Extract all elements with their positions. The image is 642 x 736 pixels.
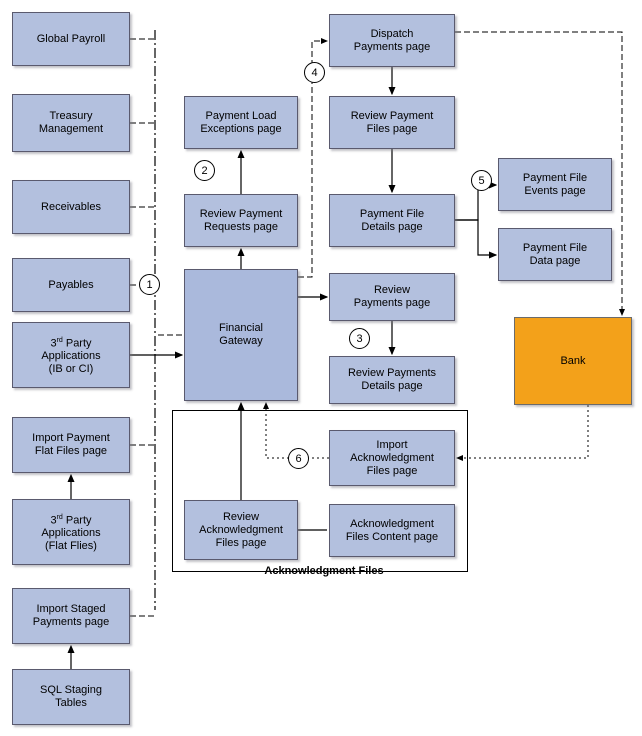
node-review-payments-page[interactable] (329, 273, 455, 321)
node-label: Payables (48, 278, 94, 291)
node-label: Import Staged Payments page (32, 603, 110, 628)
step-marker-3: 3 (349, 328, 370, 349)
node-import-staged-payments-page[interactable] (12, 588, 130, 644)
node-label: Review Payment Requests page (199, 207, 283, 233)
step-marker-5: 5 (471, 170, 492, 191)
node-review-payment-files-page[interactable] (329, 96, 455, 149)
step-marker-2: 2 (194, 160, 215, 181)
node-label: SQL Staging Tables (40, 684, 102, 709)
node-global-payroll[interactable] (12, 12, 130, 66)
node-label: Global Payroll (36, 32, 106, 45)
node-payables[interactable] (12, 258, 130, 312)
node-treasury-management[interactable] (12, 94, 130, 152)
node-payment-file-events-page[interactable] (498, 158, 612, 211)
node-import-payment-flat-files-page[interactable] (12, 417, 130, 473)
node-sql-staging-tables[interactable] (12, 669, 130, 725)
node-label: 3rd Party Applications (Flat Flies) (41, 513, 101, 553)
node-review-payment-requests-page[interactable] (184, 194, 298, 247)
step-marker-1: 1 (139, 274, 160, 295)
node-label: Import Payment Flat Files page (32, 432, 110, 457)
node-financial-gateway[interactable] (184, 269, 298, 401)
node-review-payments-details-page[interactable] (329, 356, 455, 404)
node-label: Review Acknowledgment Files page (199, 510, 283, 549)
node-label: Review Payment Files page (350, 109, 434, 135)
node-dispatch-payments-page[interactable] (329, 14, 455, 67)
node-label: Payment File Data page (522, 241, 588, 267)
node-label: Payment File Details page (359, 207, 425, 233)
acknowledgment-files-group-label: Acknowledgment Files (264, 565, 384, 577)
node-label: Payment File Events page (522, 171, 588, 197)
node-label: Payment Load Exceptions page (200, 109, 282, 135)
node-label: Treasury Management (38, 110, 104, 135)
node-label: Financial Gateway (218, 322, 264, 347)
node-third-party-flat-files[interactable] (12, 499, 130, 565)
node-label: Dispatch Payments page (353, 27, 431, 53)
step-marker-4: 4 (304, 62, 325, 83)
node-payment-load-exceptions-page[interactable] (184, 96, 298, 149)
node-label: Receivables (41, 200, 101, 213)
node-label: Import Acknowledgment Files page (350, 438, 434, 477)
node-label: Review Payments page (353, 284, 431, 309)
node-label: Bank (560, 354, 586, 367)
node-payment-file-details-page[interactable] (329, 194, 455, 247)
node-label: Review Payments Details page (347, 367, 437, 392)
node-third-party-ib-ci[interactable] (12, 322, 130, 388)
node-receivables[interactable] (12, 180, 130, 234)
node-bank[interactable] (514, 317, 632, 405)
acknowledgment-files-group (172, 410, 468, 572)
node-payment-file-data-page[interactable] (498, 228, 612, 281)
node-label: 3rd Party Applications (IB or CI) (41, 336, 101, 376)
node-label: Acknowledgment Files Content page (345, 517, 439, 543)
step-marker-6: 6 (288, 448, 309, 469)
